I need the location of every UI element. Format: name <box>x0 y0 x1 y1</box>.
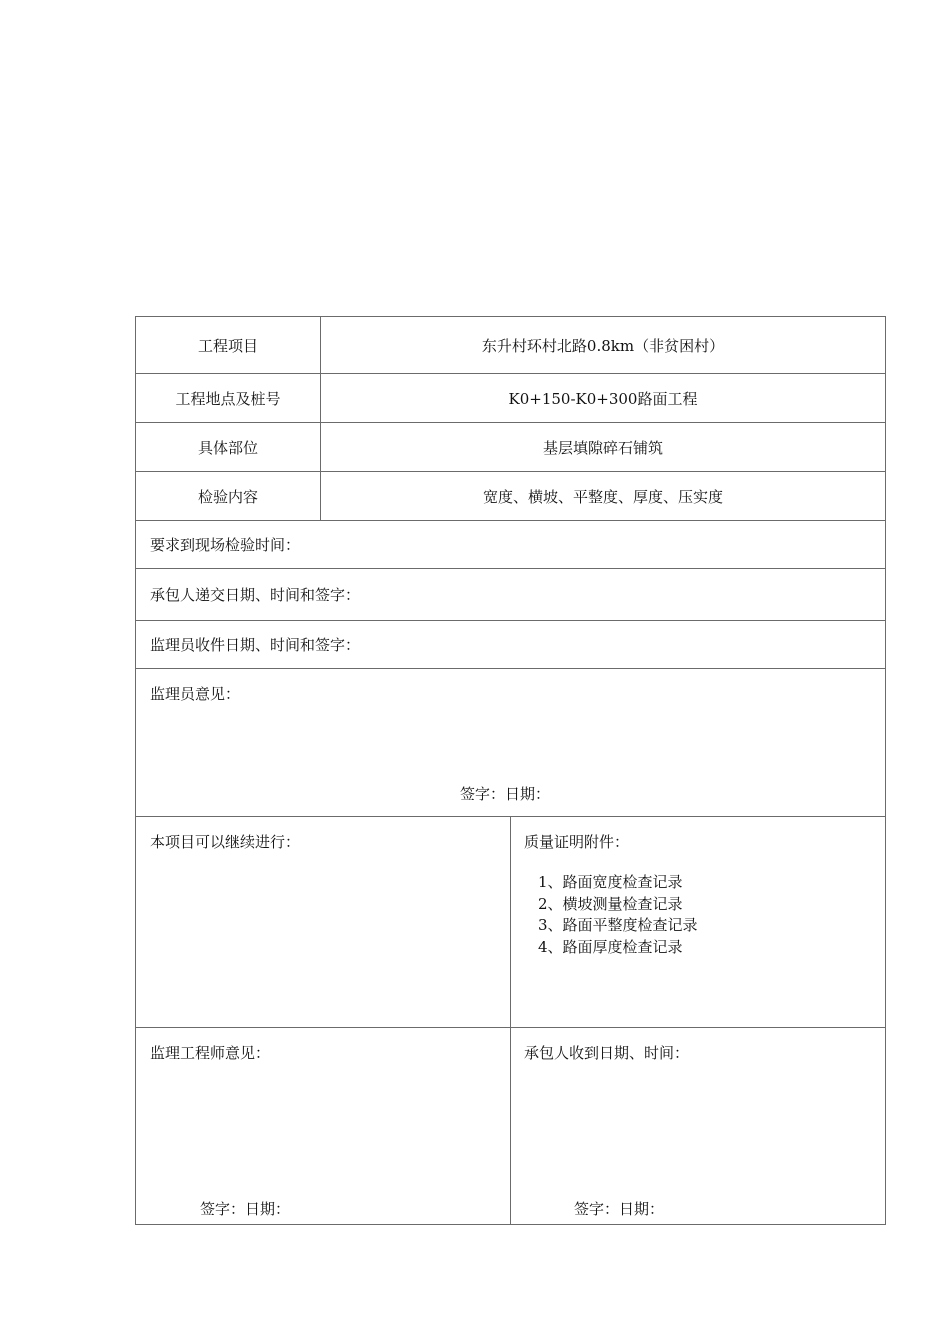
project-value: 东升村环村北路0.8km（非贫困村） <box>481 336 725 355</box>
engineer-opinion-label: 监理工程师意见： <box>150 1044 271 1062</box>
location-value: K0+150-K0+300路面工程 <box>508 389 698 408</box>
supervisor-receive-label: 监理员收件日期、时间和签字： <box>150 636 361 654</box>
form-row-inspection-time <box>136 521 885 569</box>
attachments-title: 质量证明附件： <box>524 833 630 851</box>
supervisor-opinion-label: 监理员意见： <box>150 685 241 703</box>
attachment-item: 2、横坡测量检查记录 <box>538 894 683 913</box>
attachment-item: 4、路面厚度检查记录 <box>538 937 683 956</box>
location-label: 工程地点及桩号 <box>136 374 321 422</box>
contractor-receive-cell <box>511 1028 885 1224</box>
project-label: 工程项目 <box>136 317 321 373</box>
content-value: 宽度、横坡、平整度、厚度、压实度 <box>482 487 723 506</box>
form-row-content <box>136 472 885 521</box>
attachment-item: 3、路面平整度检查记录 <box>538 916 698 934</box>
inspection-time-label: 要求到现场检验时间： <box>150 536 301 554</box>
supervisor-signature-date: 签字：日期： <box>460 785 551 803</box>
content-label: 检验内容 <box>136 472 321 520</box>
continue-label: 本项目可以继续进行： <box>150 833 301 851</box>
attachment-item: 1、路面宽度检查记录 <box>538 873 683 891</box>
part-value: 基层填隙碎石铺筑 <box>542 438 663 457</box>
form-row-engineer-contractor <box>136 1028 885 1224</box>
contractor-receive-label: 承包人收到日期、时间： <box>524 1044 690 1062</box>
engineer-opinion-cell <box>136 1028 511 1224</box>
form-row-part <box>136 423 885 472</box>
contractor-submit-label: 承包人递交日期、时间和签字： <box>150 586 361 604</box>
attachments-cell <box>511 817 885 1027</box>
form-row-location <box>136 374 885 423</box>
attachments-list <box>538 872 885 958</box>
form-row-supervisor-receive <box>136 621 885 669</box>
contractor-signature-date: 签字：日期： <box>574 1200 665 1218</box>
form-row-continue-attachments <box>136 817 885 1028</box>
form-row-contractor-submit <box>136 569 885 621</box>
part-label: 具体部位 <box>136 423 321 471</box>
inspection-request-form <box>135 316 886 1225</box>
form-row-supervisor-opinion <box>136 669 885 817</box>
continue-cell <box>136 817 511 1027</box>
engineer-signature-date: 签字：日期： <box>200 1200 291 1218</box>
form-row-project <box>136 317 885 374</box>
